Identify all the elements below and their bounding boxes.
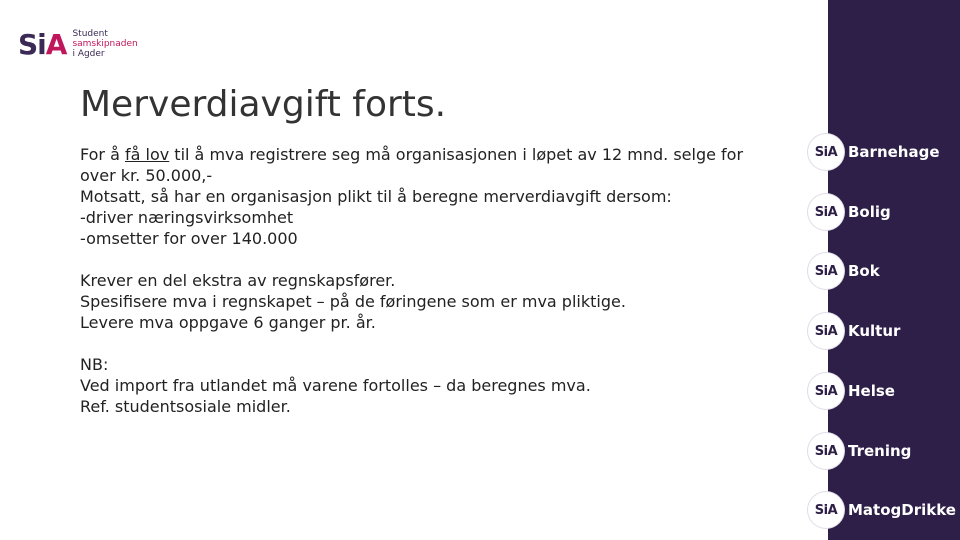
brand-trening: SiA Trening	[808, 432, 911, 470]
brand-matogdrikke: SiA MatogDrikke	[808, 491, 956, 529]
paragraph-4: -omsetter for over 140.000	[80, 229, 298, 248]
logo-mark: SiA	[18, 27, 67, 61]
sia-circle-icon: SiA	[808, 433, 844, 469]
paragraph-9: Ved import fra utlandet må varene fortolles – da beregnes mva.	[80, 376, 591, 395]
brand-bolig: SiA Bolig	[808, 193, 891, 231]
sia-circle-icon: SiA	[808, 253, 844, 289]
paragraph-2: Motsatt, så har en organisasjon plikt til å beregne merverdiavgift dersom:	[80, 187, 672, 206]
brand-kultur: SiA Kultur	[808, 312, 900, 350]
sia-logo	[18, 24, 138, 64]
sia-circle-icon: SiA	[808, 134, 844, 170]
paragraph-5: Krever en del ekstra av regnskapsfører.	[80, 271, 396, 290]
sia-circle-icon: SiA	[808, 492, 844, 528]
brand-barnehage: SiA Barnehage	[808, 133, 940, 171]
paragraph-7: Levere mva oppgave 6 ganger pr. år.	[80, 313, 376, 332]
slide-body	[80, 144, 760, 417]
sia-circle-icon: SiA	[808, 373, 844, 409]
paragraph-1: For å få lov til å mva registrere seg må organisasjonen i løpet av 12 mnd. selge for over kr. 50.000,-	[80, 145, 744, 185]
brand-bok: SiA Bok	[808, 252, 880, 290]
underlined-phrase: få lov	[124, 145, 170, 164]
sia-circle-icon: SiA	[808, 313, 844, 349]
slide-title: Merverdiavgift forts.	[80, 84, 447, 125]
sia-circle-icon: SiA	[808, 194, 844, 230]
paragraph-8: NB:	[80, 355, 109, 374]
paragraph-6: Spesifisere mva i regnskapet – på de føringene som er mva pliktige.	[80, 292, 626, 311]
logo-text: Student samskipnaden i Agder	[72, 29, 138, 59]
paragraph-3: -driver næringsvirksomhet	[80, 208, 294, 227]
brand-helse: SiA Helse	[808, 372, 895, 410]
paragraph-10: Ref. studentsosiale midler.	[80, 397, 291, 416]
brand-sidebar	[814, 0, 960, 540]
